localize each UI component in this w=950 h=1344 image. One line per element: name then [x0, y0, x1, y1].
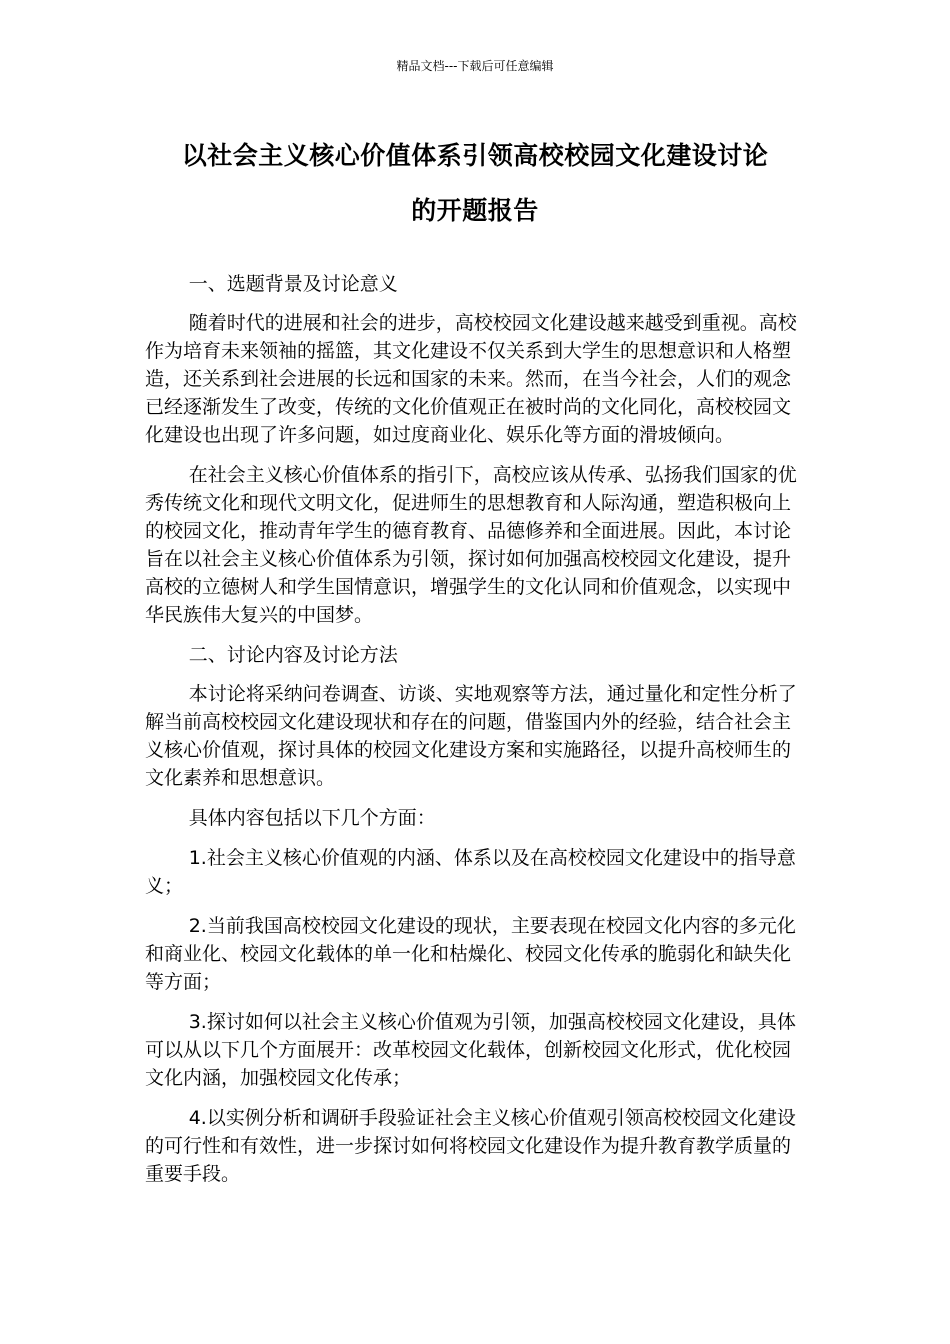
- section-heading-background: 一、选题背景及讨论意义: [188, 273, 398, 295]
- list-item-3: 3.探讨如何以社会主义核心价值观为引领，加强高校校园文化建设，具体可以从以下几个方面展开：改革校园文化载体，创新校园文化形式，优化校园文化内涵，加强校园文化传承；: [145, 1011, 796, 1089]
- header-note: 精品文档---下载后可任意编辑: [396, 59, 554, 73]
- section-heading-methods: 二、讨论内容及讨论方法: [188, 644, 398, 666]
- list-item-4: 4.以实例分析和调研手段验证社会主义核心价值观引领高校校园文化建设的可行性和有效性，进一步探讨如何将校园文化建设作为提升教育教学质量的重要手段。: [145, 1107, 796, 1185]
- document-body: [145, 270, 807, 1200]
- list-item-1: 1.社会主义核心价值观的内涵、体系以及在高校校园文化建设中的指导意义；: [145, 847, 796, 897]
- document-title-line-1: 以社会主义核心价值体系引领高校校园文化建设讨论: [181, 141, 769, 170]
- document-title-line-2: 的开题报告: [411, 196, 539, 225]
- paragraph-content-intro: 具体内容包括以下几个方面：: [188, 807, 436, 829]
- paragraph-methods: 本讨论将采纳问卷调查、访谈、实地观察等方法，通过量化和定性分析了解当前高校校园文化建设现状和存在的问题，借鉴国内外的经验，结合社会主义核心价值观，探讨具体的校园文化建设方案和实施路径，以提升高校师生的文化素养和思想意识。: [145, 683, 797, 789]
- paragraph-guidance: 在社会主义核心价值体系的指引下，高校应该从传承、弘扬我们国家的优秀传统文化和现代文明文化，促进师生的思想教育和人际沟通，塑造积极向上的校园文化，推动青年学生的德育教育、品德修养和全面进展。因此，本讨论旨在以社会主义核心价值体系为引领，探讨如何加强高校校园文化建设，提升高校的立德树人和学生国情意识，增强学生的文化认同和价值观念，以实现中华民族伟大复兴的中国梦。: [145, 464, 797, 626]
- list-item-2: 2.当前我国高校校园文化建设的现状，主要表现在校园文化内容的多元化和商业化、校园文化载体的单一化和枯燥化、校园文化传承的脆弱化和缺失化等方面；: [145, 915, 796, 993]
- paragraph-background: 随着时代的进展和社会的进步，高校校园文化建设越来越受到重视。高校作为培育未来领袖的摇篮，其文化建设不仅关系到大学生的思想意识和人格塑造，还关系到社会进展的长远和国家的未来。然而，在当今社会，人们的观念已经逐渐发生了改变，传统的文化价值观正在被时尚的文化同化，高校校园文化建设也出现了许多问题，如过度商业化、娱乐化等方面的滑坡倾向。: [145, 312, 797, 446]
